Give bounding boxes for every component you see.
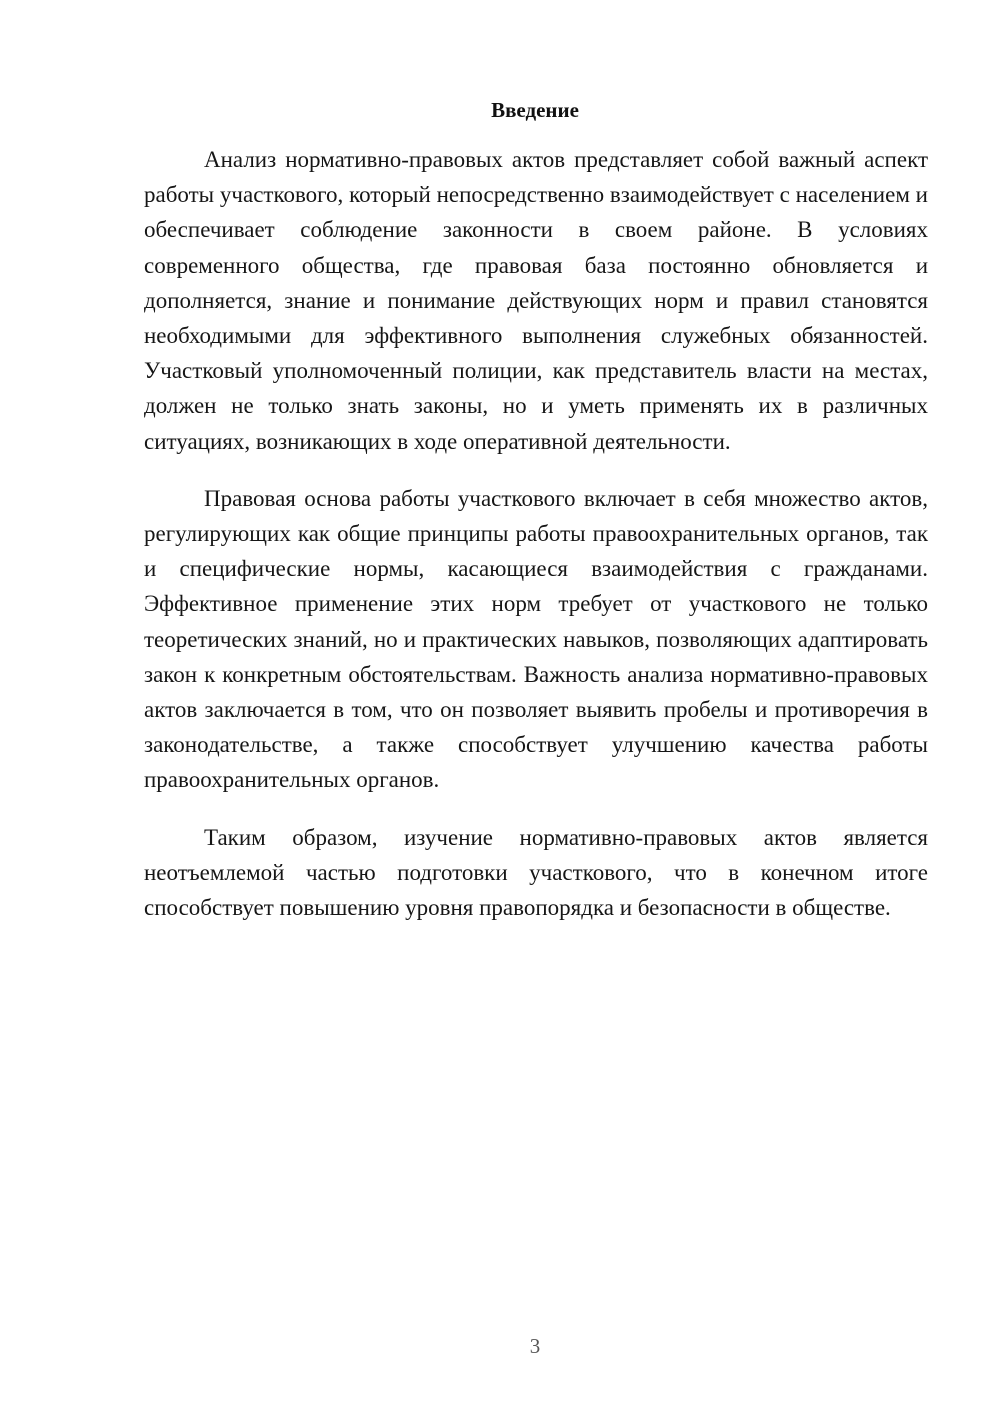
page-number: 3	[529, 1334, 541, 1358]
paragraph-1: Анализ нормативно-правовых актов представляет собой важный аспект работы участкового, который непосредственно взаимодействует с населением и обеспечивает соблюдение законности в своем районе. В условиях современного общества, где правовая база постоянно обновляется и дополняется, знание и понимание действующих норм и правил становятся необходимыми для эффективного выполнения служебных обязанностей. Участковый уполномоченный полиции, как представитель власти на местах, должен не только знать законы, но и уметь применять их в различных ситуациях, возникающих в ходе оперативной деятельности.	[144, 147, 928, 454]
paragraph-3: Таким образом, изучение нормативно-правовых актов является неотъемлемой частью подготовки участкового, что в конечном итоге способствует повышению уровня правопорядка и безопасности в обществе.	[144, 824, 928, 921]
body-text	[144, 142, 928, 947]
section-title: Введение	[491, 98, 579, 122]
paragraph-2: Правовая основа работы участкового включает в себя множество актов, регулирующих как общие принципы работы правоохранительных органов, так и специфические нормы, касающиеся взаимодействия с гражданами. Эффективное применение этих норм требует от участкового не только теоретических знаний, но и практических навыков, позволяющих адаптировать закон к конкретным обстоятельствам. Важность анализа нормативно-правовых актов заключается в том, что он позволяет выявить пробелы и противоречия в законодательстве, а также способствует улучшению качества работы правоохранительных органов.	[144, 485, 928, 793]
